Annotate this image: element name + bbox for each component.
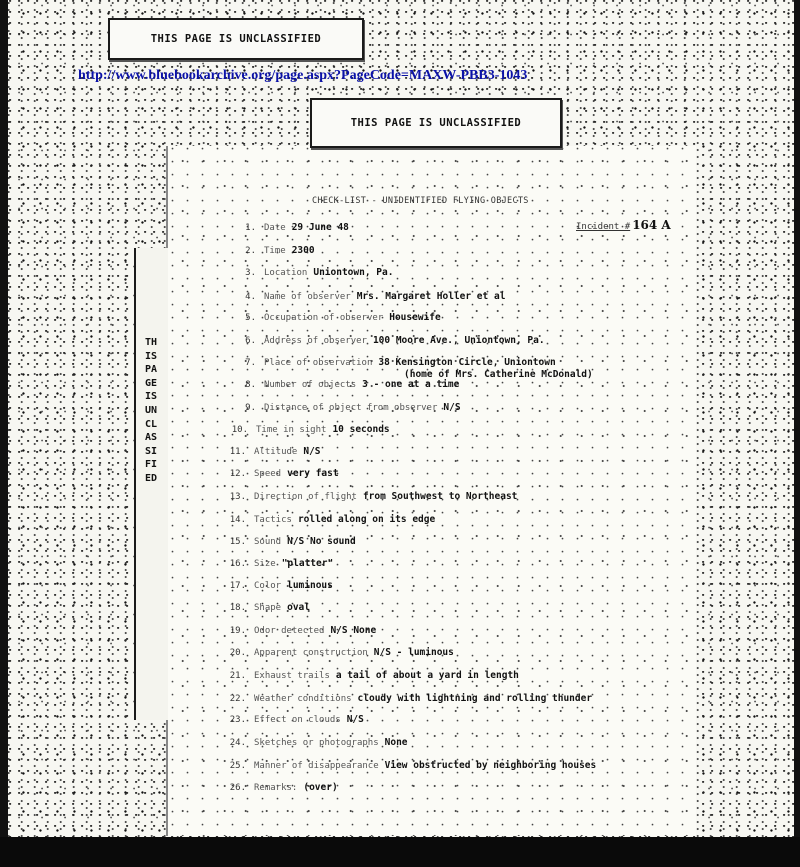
form-item-effect-on-clouds: 23. Effect on clouds N/S [229,714,364,725]
unclassified-stamp-top [108,18,364,60]
scan-edge-left [0,0,8,867]
form-item-remarks: 26. Remarks: (over) [229,782,338,793]
form-item-tactics: 14. Tactics rolled along on its edge [229,514,436,525]
form-item-sound: 15. Sound N/S No sound [229,536,356,547]
form-item-distance: 9. Distance of object from observer N/S [245,402,461,413]
incident-number [576,218,671,232]
archive-url-link[interactable]: http://www.bluebookarchive.org/page.aspx?PageCode=MAXW-PBB3-1043 [78,68,528,83]
form-item-occupation: 5. Occupation of observer Housewife [245,312,441,323]
form-title: CHECK-LIST - UNIDENTIFIED FLYING OBJECTS [312,196,529,206]
form-item-size: 16. Size "platter" [229,558,334,569]
scan-edge-right [794,0,800,867]
form-item-color: 17. Color luminous [229,580,333,591]
unclassified-stamp-middle [310,98,562,148]
form-item-direction: 13. Direction of flight from Southwest to Northeast [229,491,518,502]
form-item-observer-name: 4. Name of observer Mrs. Margaret Holler et al [245,291,506,302]
form-item-shape: 18. Shape oval [229,602,310,613]
scan-edge-bottom [0,837,800,867]
form-item-date: 1. Date 29 June 48 [245,222,349,233]
unclassified-stamp-vertical: THIS PAGE IS UNCLASSIFIED [144,337,158,484]
form-item-location: 3. Location Uniontown, Pa. [245,267,394,278]
form-item-address: 6. Address of observer 100 Moore Ave., Uniontown, Pa. [245,335,545,346]
form-item-weather: 22. Weather conditions cloudy with lightning and rolling thunder [229,693,593,704]
incident-label: Incident # [576,222,631,232]
form-item-place-continued: (home of Mrs. Catherine McDonald) [404,369,593,380]
form-item-speed: 12. Speed very fast [229,468,339,479]
form-item-time: 2. Time 2300 [245,245,315,256]
form-item-altitude: 11. Altitude N/S [229,446,321,457]
form-item-time-in-sight: 10. Time in sight 10 seconds [231,424,390,435]
unclassified-stamp-top-text: THIS PAGE IS UNCLASSIFIED [150,33,322,45]
form-item-disappearance: 25. Manner of disappearance View obstructed by neighboring houses [229,760,597,771]
form-item-sketches: 24. Sketches or photographs None [229,737,408,748]
form-item-construction: 20. Apparent construction N/S - luminous [229,647,454,658]
form-item-number-of-objects: 8. Number of objects 3 - one at a time [245,379,460,390]
incident-value: 164 A [632,218,671,232]
form-item-place: 7. Place of observation 38 Kensington Circle, Uniontown [245,357,556,368]
form-item-exhaust-trails: 21. Exhaust trails a tail of about a yard in length [229,670,519,681]
form-item-odor: 19. Odor detected N/S None [229,625,377,636]
unclassified-stamp-middle-text: THIS PAGE IS UNCLASSIFIED [350,117,522,129]
